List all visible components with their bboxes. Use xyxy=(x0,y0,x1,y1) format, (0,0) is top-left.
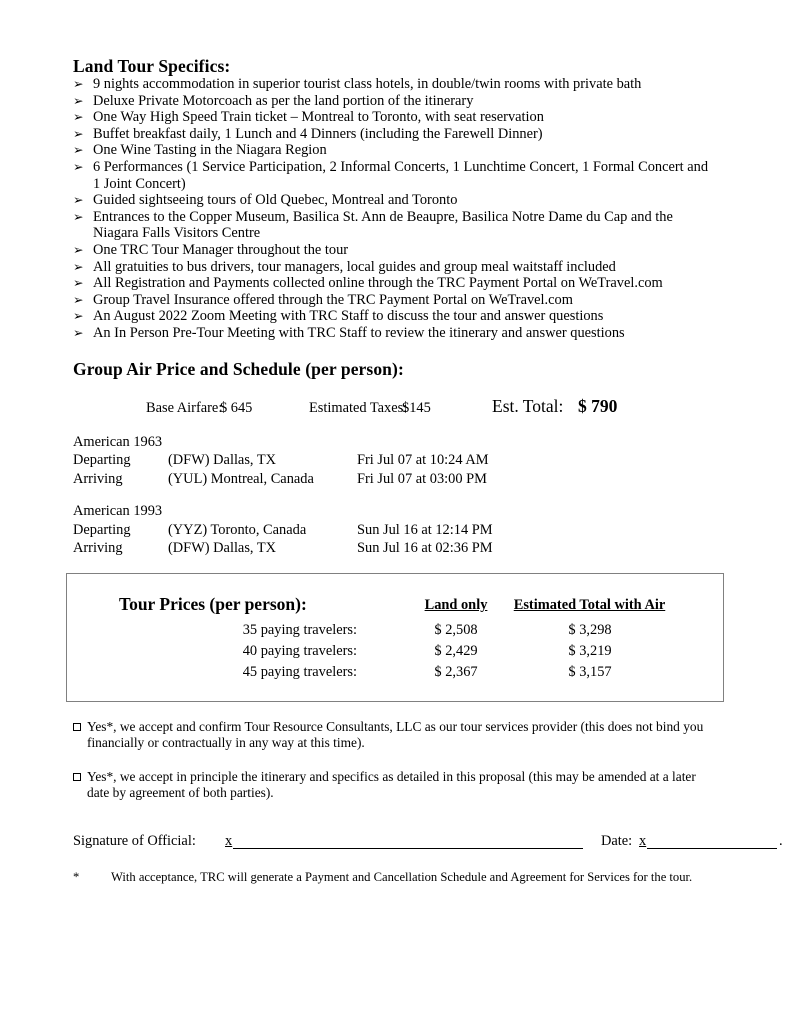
signature-input-line[interactable] xyxy=(233,848,583,849)
arrow-bullet-icon: ➢ xyxy=(73,324,84,340)
table-row xyxy=(67,643,725,664)
arrow-bullet-icon: ➢ xyxy=(73,125,84,141)
list-item xyxy=(73,325,713,342)
consent-item[interactable] xyxy=(73,769,713,802)
flight-leg xyxy=(73,451,693,469)
row-total-with-air: $ 3,298 xyxy=(568,622,612,638)
tour-prices-box xyxy=(66,573,724,702)
signature-x-mark: x xyxy=(225,833,233,849)
footnote-marker: * xyxy=(73,870,80,884)
list-item-text: 9 nights accommodation in superior tourist class hotels, in double/twin rooms with private bath xyxy=(93,76,642,92)
land-tour-heading: Land Tour Specifics: xyxy=(73,56,231,76)
signature-row xyxy=(73,833,783,855)
leg-direction: Departing xyxy=(73,521,131,538)
flight-block xyxy=(73,502,693,557)
row-total-with-air: $ 3,157 xyxy=(568,664,612,680)
list-item xyxy=(73,292,713,309)
list-item-text: One Way High Speed Train ticket – Montreal to Toronto, with seat reservation xyxy=(93,109,544,126)
consent-item[interactable] xyxy=(73,719,713,752)
table-row xyxy=(67,664,725,685)
list-item-text: All Registration and Payments collected online through the TRC Payment Portal on WeTravel.com xyxy=(93,275,663,292)
flight-schedule xyxy=(73,433,693,571)
list-item xyxy=(73,126,713,143)
consent-section xyxy=(73,719,713,819)
arrow-bullet-icon: ➢ xyxy=(73,275,84,291)
signature-label: Signature of Official: xyxy=(73,833,196,849)
estimated-total-label: Est. Total: xyxy=(492,396,564,416)
signature-trailing-period: . xyxy=(779,833,783,849)
leg-airport: (YYZ) Toronto, Canada xyxy=(168,521,307,538)
list-item xyxy=(73,308,713,325)
leg-time: Sun Jul 16 at 02:36 PM xyxy=(357,539,493,556)
flight-name: American 1993 xyxy=(73,503,163,520)
leg-airport: (YUL) Montreal, Canada xyxy=(168,470,314,487)
flight-block xyxy=(73,433,693,488)
leg-direction: Arriving xyxy=(73,470,123,487)
list-item-text: An August 2022 Zoom Meeting with TRC Staff to discuss the tour and answer questions xyxy=(93,308,604,325)
list-item xyxy=(73,275,713,292)
leg-time: Fri Jul 07 at 10:24 AM xyxy=(357,452,489,469)
checkbox-icon[interactable] xyxy=(73,773,81,781)
list-item-text: Deluxe Private Motorcoach as per the land portion of the itinerary xyxy=(93,92,474,109)
list-item-text: Buffet breakfast daily, 1 Lunch and 4 Dinners (including the Farewell Dinner) xyxy=(93,125,543,142)
arrow-bullet-icon: ➢ xyxy=(73,291,84,307)
land-tour-bullet-list xyxy=(73,76,713,342)
footnote-text: With acceptance, TRC will generate a Payment and Cancellation Schedule and Agreement for Services for the tour. xyxy=(111,870,693,884)
estimated-taxes-value: $145 xyxy=(402,400,431,416)
list-item-text: One Wine Tasting in the Niagara Region xyxy=(93,142,327,159)
consent-text: Yes*, we accept in principle the itinerary and specifics as detailed in this proposal (this may be amended at a later date by agreement of both parties). xyxy=(87,768,696,801)
arrow-bullet-icon: ➢ xyxy=(73,109,84,125)
list-item-text: Group Travel Insurance offered through the TRC Payment Portal on WeTravel.com xyxy=(93,291,573,308)
list-item-text: Guided sightseeing tours of Old Quebec, Montreal and Toronto xyxy=(93,192,458,209)
column-header-total-with-air: Estimated Total with Air xyxy=(513,597,666,613)
checkbox-icon[interactable] xyxy=(73,723,81,731)
date-x-mark: x xyxy=(639,833,647,849)
list-item-text: Entrances to the Copper Museum, Basilica St. Ann de Beaupre, Basilica Notre Dame du Cap and the Niagara Falls Visitors Centre xyxy=(93,208,673,242)
leg-direction: Departing xyxy=(73,452,131,469)
tour-prices-heading: Tour Prices (per person): xyxy=(119,594,307,614)
base-airfare-label: Base Airfare: xyxy=(146,400,223,416)
arrow-bullet-icon: ➢ xyxy=(73,308,84,324)
arrow-bullet-icon: ➢ xyxy=(73,158,84,174)
air-price-summary xyxy=(0,398,791,422)
list-item-text: One TRC Tour Manager throughout the tour xyxy=(93,241,349,258)
arrow-bullet-icon: ➢ xyxy=(73,142,84,158)
estimated-total-value: $ 790 xyxy=(578,396,618,416)
leg-airport: (DFW) Dallas, TX xyxy=(168,539,277,556)
leg-time: Fri Jul 07 at 03:00 PM xyxy=(357,470,487,487)
footnote xyxy=(73,870,713,885)
list-item-text: All gratuities to bus drivers, tour managers, local guides and group meal waitstaff included xyxy=(93,258,616,275)
estimated-taxes-label: Estimated Taxes: xyxy=(309,400,408,416)
leg-airport: (DFW) Dallas, TX xyxy=(168,452,277,469)
list-item xyxy=(73,76,713,93)
list-item-text: 6 Performances (1 Service Participation, 2 Informal Concerts, 1 Lunchtime Concert, 1 Formal Concert and 1 Joint Concert) xyxy=(93,158,709,192)
flight-name: American 1963 xyxy=(73,434,163,450)
date-input-line[interactable] xyxy=(647,848,777,849)
row-label: 40 paying travelers: xyxy=(242,643,357,659)
arrow-bullet-icon: ➢ xyxy=(73,241,84,257)
flight-leg xyxy=(73,521,693,539)
list-item xyxy=(73,192,713,209)
flight-leg xyxy=(73,470,693,488)
arrow-bullet-icon: ➢ xyxy=(73,192,84,208)
flight-leg xyxy=(73,539,693,557)
row-label: 45 paying travelers: xyxy=(242,664,357,680)
row-land-only: $ 2,367 xyxy=(434,664,478,680)
list-item xyxy=(73,209,713,242)
list-item xyxy=(73,159,713,192)
table-row xyxy=(67,622,725,643)
list-item xyxy=(73,142,713,159)
row-land-only: $ 2,429 xyxy=(434,643,478,659)
row-land-only: $ 2,508 xyxy=(434,622,478,638)
arrow-bullet-icon: ➢ xyxy=(73,258,84,274)
base-airfare-value: $ 645 xyxy=(220,400,253,416)
arrow-bullet-icon: ➢ xyxy=(73,76,84,91)
leg-time: Sun Jul 16 at 12:14 PM xyxy=(357,521,493,538)
group-air-heading: Group Air Price and Schedule (per person): xyxy=(73,359,404,379)
list-item xyxy=(73,109,713,126)
column-header-land-only: Land only xyxy=(424,597,488,613)
consent-text: Yes*, we accept and confirm Tour Resource Consultants, LLC as our tour services provider (this does not bind you financially or contractually in any way at this time). xyxy=(87,719,704,751)
list-item xyxy=(73,259,713,276)
row-label: 35 paying travelers: xyxy=(242,622,357,638)
row-total-with-air: $ 3,219 xyxy=(568,643,612,659)
list-item xyxy=(73,93,713,110)
arrow-bullet-icon: ➢ xyxy=(73,92,84,108)
leg-direction: Arriving xyxy=(73,539,123,556)
list-item-text: An In Person Pre-Tour Meeting with TRC Staff to review the itinerary and answer questions xyxy=(93,324,625,341)
date-label: Date: xyxy=(601,833,633,849)
arrow-bullet-icon: ➢ xyxy=(73,208,84,224)
list-item xyxy=(73,242,713,259)
